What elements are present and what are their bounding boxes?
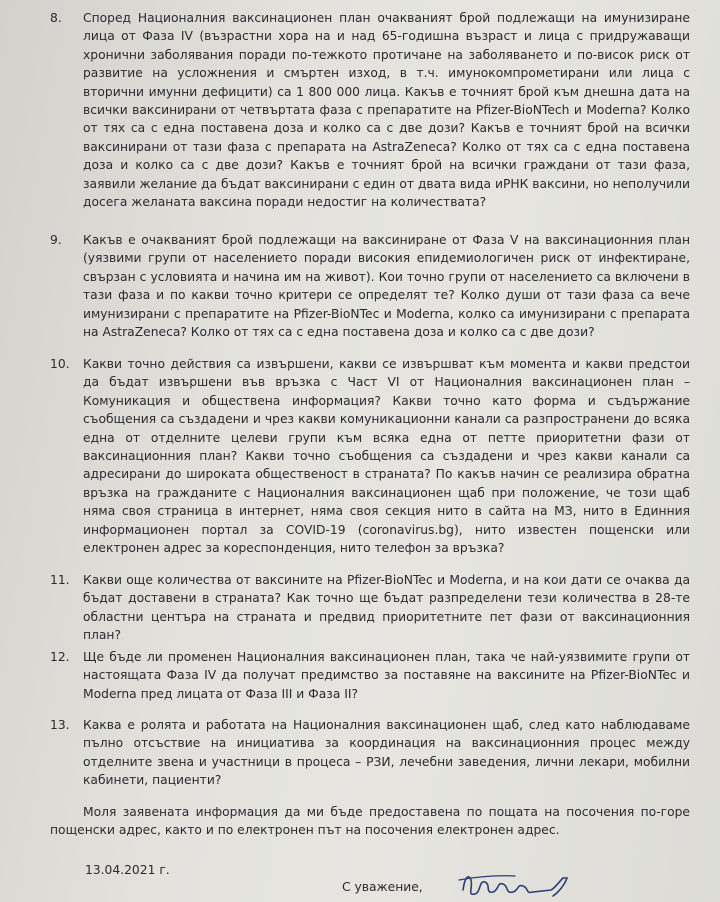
question-number: 12. [50, 650, 70, 664]
closing-paragraph: Моля заявената информация да ми бъде предоставена по пощата на посочения по-горе пощенски адрес, както и по електронен път на посочения електронен адрес. [50, 805, 690, 838]
question-13 [50, 716, 690, 790]
question-text: Какъв е очакваният брой подлежащи на ваксиниране от Фаза V на ваксинационния план (уязвими групи от населението поради високия епидемиологичен риск от инфектиране, свързан с условията и начина им на живот). Кои точно групи от населението са включени в тази фаза и по какви точно критери се определят те? Колко души от тази фаза са вече имунизирани с препаратите на Pfizer-BioNTec и Moderna, колко са имунизирани с препарата на AstraZeneca? Колко от тях са с една поставена доза и колко са с две дози? [83, 233, 690, 340]
document-date: 13.04.2021 г. [85, 863, 170, 877]
question-8 [50, 9, 690, 211]
question-number: 8. [50, 11, 62, 25]
question-number: 9. [50, 233, 62, 247]
question-number: 11. [50, 573, 70, 587]
signature-icon [455, 868, 585, 902]
question-number: 13. [50, 718, 70, 732]
question-text: Какви точно действия са извършени, какви се извършват към момента и какви предстои да бъдат извършени във връзка с Част VI от Националния ваксинационен план – Комуникация и обществена информация? Какви точно като форма и съдържание съобщения са създадени и чрез какви комуникационни канали са разпространени до всяка една от отделните целеви групи към всяка една от петте приоритетни фази от ваксинационния план? Какви точно съобщения са създадени и чрез какви канали са адресирани до широката общественост в страната? По какъв начин се реализира обратна връзка на гражданите с Националния ваксинационен щаб при положение, че този щаб няма своя страница в интернет, няма своя секция нито в сайта на МЗ, нито в Единния информационен портал за COVID-19 (coronavirus.bg), нито известен пощенски или електронен адрес за кореспонденция, нито телефон за връзка? [83, 357, 690, 556]
question-9 [50, 231, 690, 341]
question-10 [50, 355, 690, 557]
question-text: Според Националния ваксинационен план очакваният брой подлежащи на имунизиране лица от Фаза IV (възрастни хора на и над 65-годишна възраст и лица с придружаващи хронични заболявания поради по-тежкото протичане на заболяването и по-висок риск от развитие на усложнения и смъртен изход, в т.ч. имунокомпрометирани или лица с вторични имунни дефицити) са 1 800 000 лица. Какъв е точният брой към днешна дата на всички ваксинирани от четвъртата фаза с препаратите на Pfizer-BioNTech и Moderna? Колко от тях са с една поставена доза и колко са с две дози? Какъв е точният брой на всички ваксинирани от тази фаза с препарата на AstraZeneca? Колко от тях са с една поставена доза и колко са с две дози? Какъв е точният брой на всички граждани от тази фаза, заявили желание да бъдат ваксинирани с един от двата вида иРНК ваксини, но неполучили досега желаната ваксина поради недостиг на количествата? [83, 11, 690, 210]
question-text: Каква е ролята и работата на Националния ваксинационен щаб, след като наблюдаваме пълно отсъствие на инициатива за координация на ваксинационния процес между отделните звена и участници в процеса – РЗИ, лечебни заведения, лични лекари, мобилни кабинети, пациенти? [83, 718, 690, 788]
regards-text: С уважение, [342, 880, 423, 894]
question-11 [50, 571, 690, 645]
question-number: 10. [50, 357, 70, 371]
question-text: Ще бъде ли променен Националния ваксинационен план, така че най-уязвимите групи от настоящата Фаза IV да получат предимство за поставяне на ваксините на Pfizer-BioNTec и Moderna пред лицата от Фаза III и Фаза II? [83, 650, 690, 701]
question-text: Какви още количества от ваксините на Pfizer-BioNTec и Moderna, и на кои дати се очаква да бъдат доставени в страната? Как точно ще бъдат разпределени тези количества в 28-те областни центъра на страната и предвид приоритетните пет фази от ваксинационния план? [83, 573, 690, 643]
question-12 [50, 648, 690, 703]
